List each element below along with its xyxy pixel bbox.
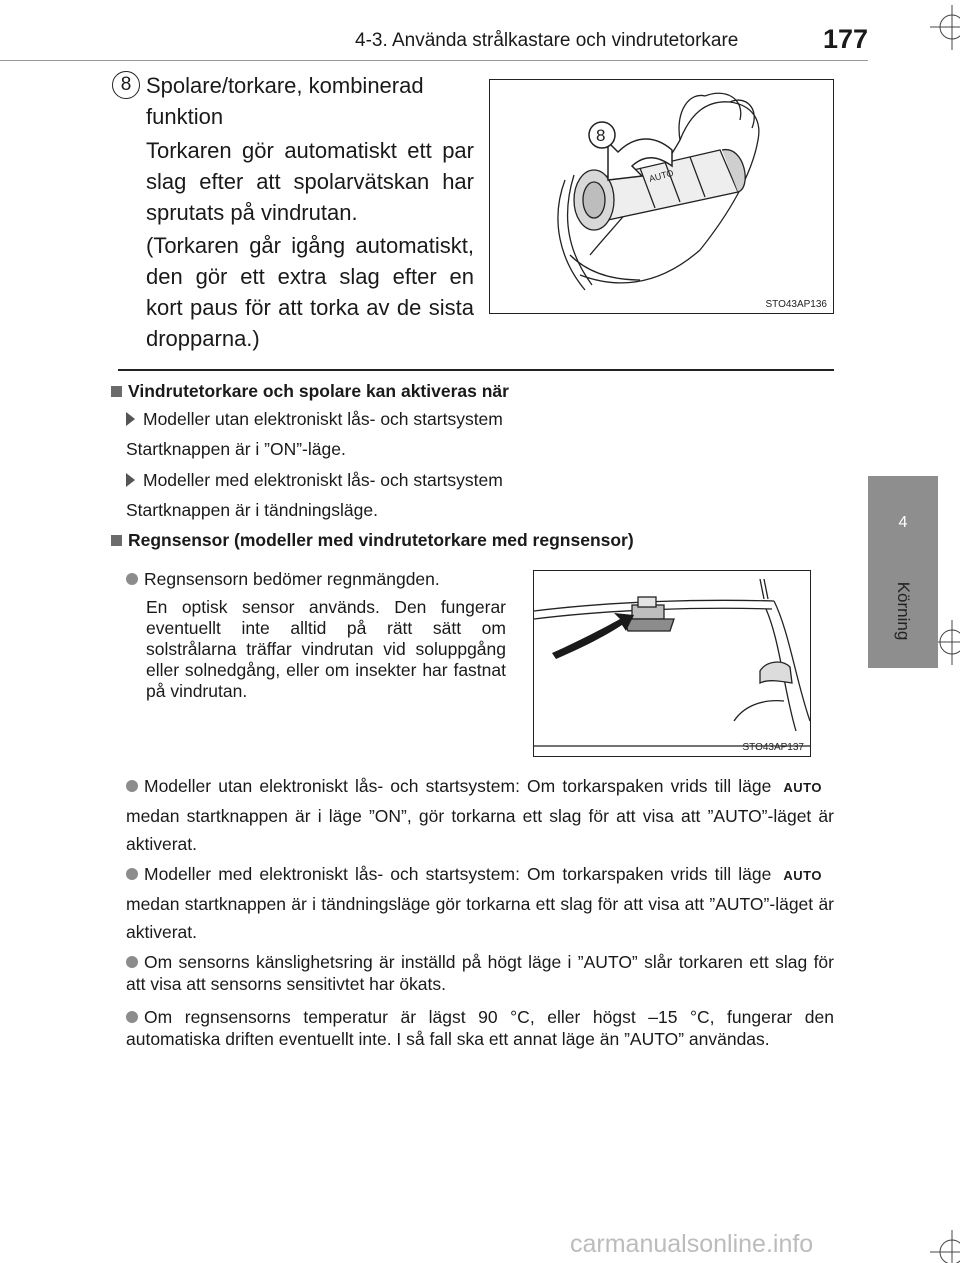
bullet-4-text: Om regnsensorns temperatur är lägst 90 °C, eller högst –15 °C, fungerar den automatiska driften eventuellt inte. I så fall ska ett annat läge än ”AUTO” användas.	[126, 1007, 834, 1049]
rain-sensor-title	[111, 530, 634, 551]
watermark: carmanualsonline.info	[570, 1230, 814, 1258]
chapter-label-wrap	[868, 576, 938, 646]
header-rule	[0, 60, 868, 61]
rain-sensor-detail: En optisk sensor används. Den fungerar eventuellt inte alltid på rätt sätt om solstrålarna träffar vindrutan vid soluppgång eller solnedgång, eller om insekter har fastnat på vindrutan.	[146, 597, 506, 701]
square-bullet-icon	[111, 535, 122, 546]
stalk-auto-label: AUTO	[647, 167, 675, 184]
rain-sensor-intro	[126, 567, 440, 591]
bullet-1-text-b: medan startknappen är i läge ”ON”, gör torkarna ett slag för att visa att ”AUTO”-läget är aktiverat.	[126, 806, 834, 854]
wiper-stalk-illustration	[490, 80, 833, 313]
round-bullet-icon	[126, 780, 138, 792]
bullet-3-text: Om sensorns känslighetsring är inställd på högt läge i ”AUTO” slår torkaren ett slag för att visa att sensorns sensitivtet har ökats.	[126, 952, 834, 994]
round-bullet-icon	[126, 956, 138, 968]
auto-mode-icon: AUTO	[783, 780, 822, 795]
activation-title-text: Vindrutetorkare och spolare kan aktiveras när	[128, 381, 509, 401]
figure-rain-sensor	[533, 570, 811, 757]
item-description: Torkaren gör automatiskt ett par slag efter att spolarvätskan har sprutats på vindrutan.	[146, 138, 474, 225]
item-note: (Torkaren går igång automatiskt, den gör ett extra slag efter en kort paus för att torka av de sista dropparna.)	[146, 233, 474, 351]
activation-title	[111, 381, 509, 402]
chapter-number: 4	[898, 514, 908, 531]
auto-mode-icon: AUTO	[783, 868, 822, 883]
rain-sensor-title-text: Regnsensor (modeller med vindrutetorkare med regnsensor)	[128, 530, 634, 550]
callout-number: 8	[596, 126, 606, 145]
figure-code: STO43AP136	[765, 299, 827, 310]
rain-bullet-2	[126, 860, 834, 946]
chapter-label: Körning	[894, 581, 913, 641]
pointer-arrow-icon	[552, 613, 634, 659]
round-bullet-icon	[126, 868, 138, 880]
page-number: 177	[823, 24, 869, 54]
rain-bullet-1	[126, 772, 834, 858]
section-divider	[118, 369, 834, 371]
item-title: Spolare/torkare, kombinerad funktion	[146, 73, 424, 129]
activation-condition-2: Startknappen är i tändningsläge.	[126, 500, 378, 520]
round-bullet-icon	[126, 573, 138, 585]
rain-sensor-intro-text: Regnsensorn bedömer regnmängden.	[144, 569, 440, 589]
item-number-badge: 8	[112, 71, 140, 99]
activation-model-2: Modeller med elektroniskt lås- och startsystem	[126, 468, 503, 492]
section-header: 4-3. Använda strålkastare och vindrutetorkare	[355, 30, 739, 51]
rain-bullet-3	[126, 951, 834, 995]
activation-model-1: Modeller utan elektroniskt lås- och startsystem	[126, 407, 503, 431]
bullet-2-text-b: medan startknappen är i tändningsläge gör torkarna ett slag för att visa att ”AUTO”-läget är aktiverat.	[126, 894, 834, 942]
activation-condition-1: Startknappen är i ”ON”-läge.	[126, 439, 346, 459]
square-bullet-icon	[111, 386, 122, 397]
bullet-1-text-a: Modeller utan elektroniskt lås- och startsystem: Om torkarspaken vrids till läge	[144, 776, 772, 796]
windshield-illustration	[534, 571, 810, 756]
figure-wiper-stalk	[489, 79, 834, 314]
round-bullet-icon	[126, 1011, 138, 1023]
rain-bullet-4	[126, 1006, 834, 1050]
bullet-2-text-a: Modeller med elektroniskt lås- och startsystem: Om torkarspaken vrids till läge	[144, 864, 772, 884]
figure-code: STO43AP137	[742, 742, 804, 753]
